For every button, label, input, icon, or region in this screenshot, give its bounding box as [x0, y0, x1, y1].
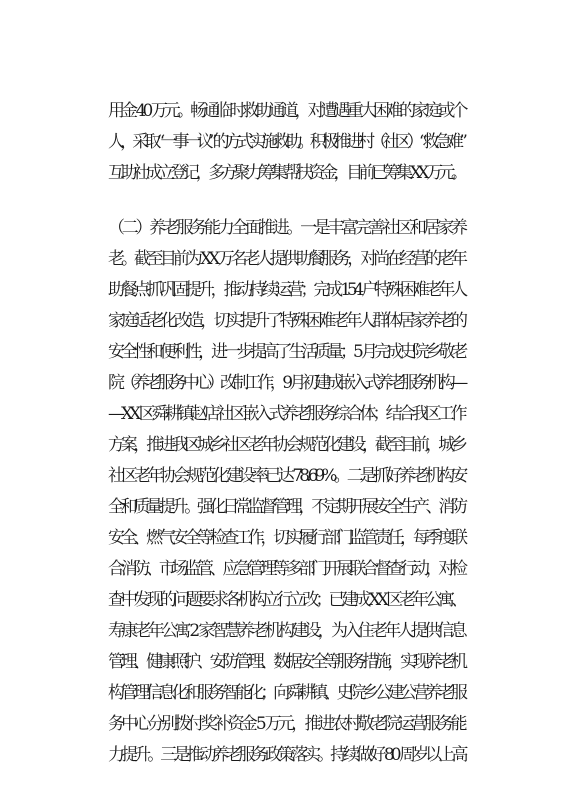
text-line: 力提升。三是推动养老服务政策落实。持续做好 80 周岁以上高: [108, 745, 465, 765]
text-line: 管理、健康照护、安防管理、数据安全等服务措施，实现养老机: [108, 652, 464, 672]
text-line: 互助社成立登记，多方聚力筹集帮扶资金，目前已筹集 XX 万元。: [108, 163, 464, 183]
text-line: 合消防、市场监管、应急管理等多部门开展联合督查行动，对检: [108, 559, 464, 579]
text-line: 人，采取“一事一议”的方式实施救助。积极推进村（社区）“救急难”: [108, 132, 463, 152]
text-line: 社区老年协会规范化建设率已达 78.69%。二是抓好养老机构安: [108, 466, 465, 486]
paragraph-relief: [108, 96, 468, 189]
paragraph-elderly-care: [108, 213, 468, 771]
text-line: 家庭适老化改造，切实提升了特殊困难老年人群体居家养老的: [108, 311, 465, 331]
text-line: 老。截至目前为 XX 万名老人提供助餐服务，对尚在经营的老年: [108, 249, 464, 269]
text-line: 安全、燃气安全等检查工作，切实履行部门监管责任，每季度联: [108, 528, 464, 548]
text-line: 寿康老年公寓 2 家智慧养老机构建设，为入住老年人提供信息: [108, 621, 464, 641]
text-line: 构管理信息化和服务智能化；向舜耕镇、史院乡公建公营养老服: [108, 683, 464, 703]
text-line: 方案，推进我区城乡社区老年协会规范化建设，截至目前，城乡: [108, 435, 464, 455]
text-line: 查中发现的问题要求各机构立行立改；已建成 XX 区老年公寓、: [108, 590, 464, 610]
text-line: —XX 区舜耕镇赵店社区嵌入式养老服务综合体；结合我区工作: [108, 404, 464, 424]
text-line: 助餐点抓巩固提升，推动持续运营；完成 154 户特殊困难老年人: [108, 280, 465, 300]
text-line: 安全性和便利性，进一步提高了生活质量；5 月完成史院乡敬老: [108, 342, 465, 362]
text-line: 务中心分别拨付奖补资金 5 万元，推进农村敬老院运营服务能: [108, 714, 464, 734]
text-line: 用金 40 万元。畅通临时救助通道，对遭遇重大困难的家庭或个: [108, 101, 465, 121]
text-line: 院（养老服务中心）改制工作，9 月初建成嵌入式养老服务机构—: [108, 373, 464, 393]
text-line: （二）养老服务能力全面推进。一是丰富完善社区和居家养: [108, 218, 465, 238]
text-line: 全和质量提升。强化日常监督管理，不定期开展安全生产、消防: [108, 497, 464, 517]
